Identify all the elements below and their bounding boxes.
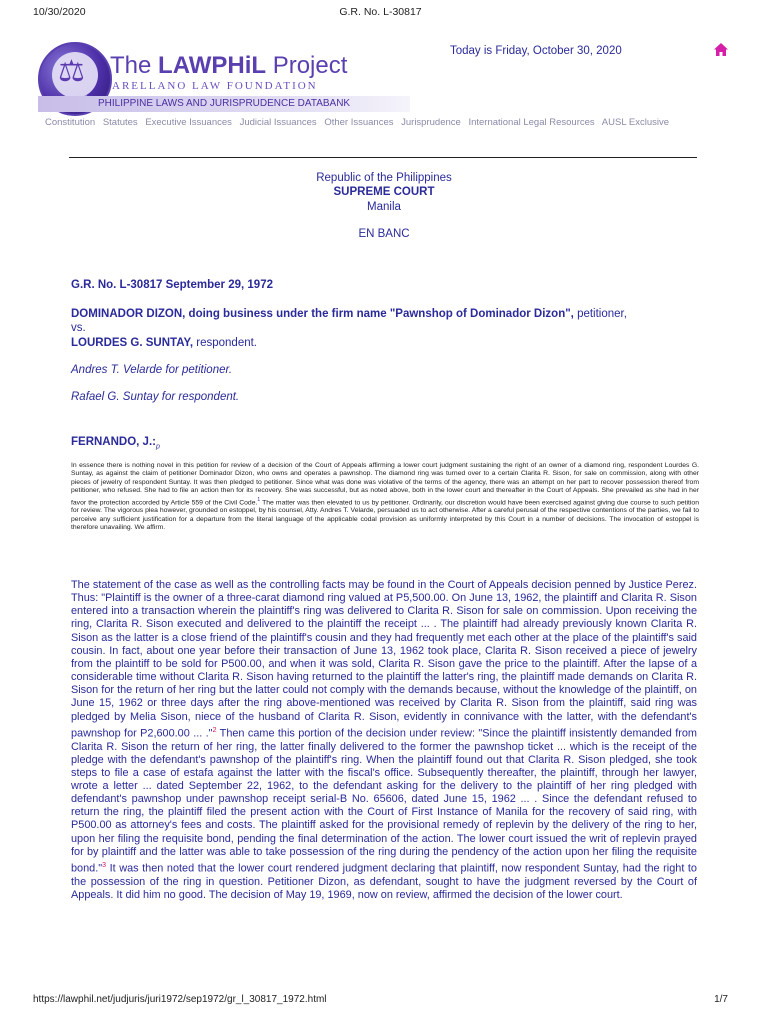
- ponente: FERNANDO, $J.:_p$: [71, 436, 160, 451]
- counsel-petitioner: Andres T. Velarde for petitioner.: [71, 364, 233, 376]
- case-number: G.R. No. L-30817 September 29, 1972: [71, 279, 273, 291]
- intro-paragraph: In essence there is nothing novel in this petition for review of a decision of the Court of Appeals affirming a lower court judgment sustaining the right of an owner of a diamond ring, respondent Lourdes G. Suntay, as against the claim of petitioner Dominador Dizon, who owns and operates a pawnshop. The diamond ring was turned over to a certain Clarita R. Sison, for sale on commission, along with other pieces of jewelry of respondent Suntay. It was then pledged to petitioner. Since what was done was violative of the terms of the agency, there was an attempt on her part to recover possession thereof from petitioner, who refused. She had to file an action then for its recovery. She was successful, but as noted above, both in the lower court and thereafter in the Court of Appeals. She prevailed as she had in her favor the protection accorded by Article 559 of the Civil Code.$^1$ The matter was then elevated to us by petitioner. Ordinarily, our discretion would have been exercised against giving due course to such petition for review. The vigorous plea however, grounded on estoppel, by his counsel, Atty. Andres T. Velarde, persuaded us to act otherwise. After a careful perusal of the respective contentions of the parties, we fail to perceive any sufficient justification for a departure from the literal language of the applicable codal provision as uniformly interpreted by this Court in a number of decisions. The invocation of estoppel is therefore unavailing. We affirm.: [71, 462, 699, 532]
- city-heading: Manila: [367, 201, 401, 213]
- scales-of-justice-icon: ⚖: [38, 42, 112, 116]
- home-icon[interactable]: [713, 42, 729, 58]
- footnote-link-3[interactable]: 3: [102, 861, 107, 869]
- main-nav: [45, 117, 674, 128]
- lawphil-logo[interactable]: [38, 42, 410, 112]
- print-footer: [33, 994, 728, 1008]
- nav-ausl-exclusive[interactable]: AUSL Exclusive: [601, 117, 670, 128]
- republic-heading: Republic of the Philippines: [316, 172, 452, 184]
- court-heading: SUPREME COURT: [333, 186, 435, 198]
- nav-international-legal-resources[interactable]: International Legal Resources: [468, 117, 595, 128]
- print-date: 10/30/2020: [33, 6, 86, 18]
- division-heading: EN BANC: [358, 228, 410, 240]
- today-date: Today is Friday, October 30, 2020: [450, 45, 622, 57]
- versus: vs.: [71, 322, 86, 334]
- nav-executive-issuances[interactable]: Executive Issuances: [145, 117, 232, 128]
- petitioner-line: DOMINADOR DIZON, doing business under the firm name "Pawnshop of Dominador Dizon", petitioner,: [71, 308, 627, 320]
- footnote-link-1[interactable]: 1: [257, 496, 261, 503]
- nav-judicial-issuances[interactable]: Judicial Issuances: [239, 117, 317, 128]
- facts-paragraph: The statement of the case as well as the controlling facts may be found in the Court of Appeals decision penned by Justice Perez. Thus: "Plaintiff is the owner of a three-carat diamond ring valued at P5,500.00. On June 13, 1962, the plaintiff and Clarita R. Sison entered into a transaction wherein the plaintiff's ring was delivered to Clarita R. Sison for sale on commission. Upon receiving the ring, Clarita R. Sison executed and delivered to the plaintiff the receipt ... . The plaintiff had already previously known Clarita R. Sison as the latter is a close friend of the plaintiff's cousin and they had frequently met each other at the place of the plaintiff's said cousin. In fact, about one year before their transaction of June 13, 1962 took place, Clarita R. Sison received a piece of jewelry from the plaintiff to be sold for P500.00, and when it was sold, Clarita R. Sison gave the price to the plaintiff. After the lapse of a considerable time without Clarita R. Sison having returned to the plaintiff the latter's ring, the plaintiff made demands on Clarita R. Sison for the return of her ring but the latter could not comply with the demands because, without the knowledge of the plaintiff, on June 15, 1962 or three days after the ring above-mentioned was received by Clarita R. Sison from the plaintiff, said ring was pledged by Melia Sison, niece of the husband of Clarita R. Sison, evidently in connivance with the latter, with the defendant's pawnshop for P2,600.00 ... ."$^2$ Then came this portion of the decision under review: "Since the plaintiff insistently demanded from Clarita R. Sison the return of her ring, the latter finally delivered to the former the pawnshop ticket ... which is the receipt of the pledge with the defendant's pawnshop of the plaintiff's ring. When the plaintiff found out that Clarita R. Sison pledged, she took steps to file a case of estafa against the latter with the fiscal's office. Subsequently thereafter, the plaintiff, through her lawyer, wrote a letter ... dated September 22, 1962, to the defendant asking for the delivery to the plaintiff of her ring pledged with defendant's pawnshop under pawnshop receipt serial-B No. 65606, dated June 15, 1962 ... . Since the defendant refused to return the ring, the plaintiff filed the present action with the Court of First Instance of Manila for the recovery of said ring, with P500.00 as attorney's fees and costs. The plaintiff asked for the provisional remedy of replevin by the delivery of the ring to her, upon her filing the requisite bond, pending the final determination of the action. The lower court issued the writ of replevin prayed for by plaintiff and the latter was able to take possession of the ring during the pendency of the action upon her filing the requisite bond."$^3$ It was then noted that the lower court rendered judgment declaring that plaintiff, now respondent Suntay, had the right to the possession of the ring in question. Petitioner Dizon, as defendant, sought to have the judgment reversed by the Court of Appeals. It did him no good. The decision of May 19, 1969, now on review, affirmed the decision of the lower court.: [71, 579, 698, 901]
- nav-statutes[interactable]: Statutes: [102, 117, 138, 128]
- counsel-respondent: Rafael G. Suntay for respondent.: [71, 391, 240, 403]
- footnote-link-2[interactable]: 2: [212, 726, 217, 734]
- site-subtitle: ARELLANO LAW FOUNDATION: [112, 80, 318, 92]
- site-title: The LAWPHiL Project: [110, 52, 348, 79]
- header-divider: [69, 157, 697, 158]
- nav-constitution[interactable]: Constitution: [45, 117, 96, 128]
- page-number: 1/7: [714, 994, 728, 1005]
- page-url: https://lawphil.net/judjuris/juri1972/sep1972/gr_l_30817_1972.html: [33, 994, 327, 1005]
- print-header: [33, 6, 728, 20]
- respondent-line: LOURDES G. SUNTAY, respondent.: [71, 337, 257, 349]
- nav-jurisprudence[interactable]: Jurisprudence: [401, 117, 461, 128]
- databank-banner: PHILIPPINE LAWS AND JURISPRUDENCE DATABANK: [38, 96, 410, 112]
- nav-other-issuances[interactable]: Other Issuances: [324, 117, 394, 128]
- print-title: G.R. No. L-30817: [339, 6, 422, 18]
